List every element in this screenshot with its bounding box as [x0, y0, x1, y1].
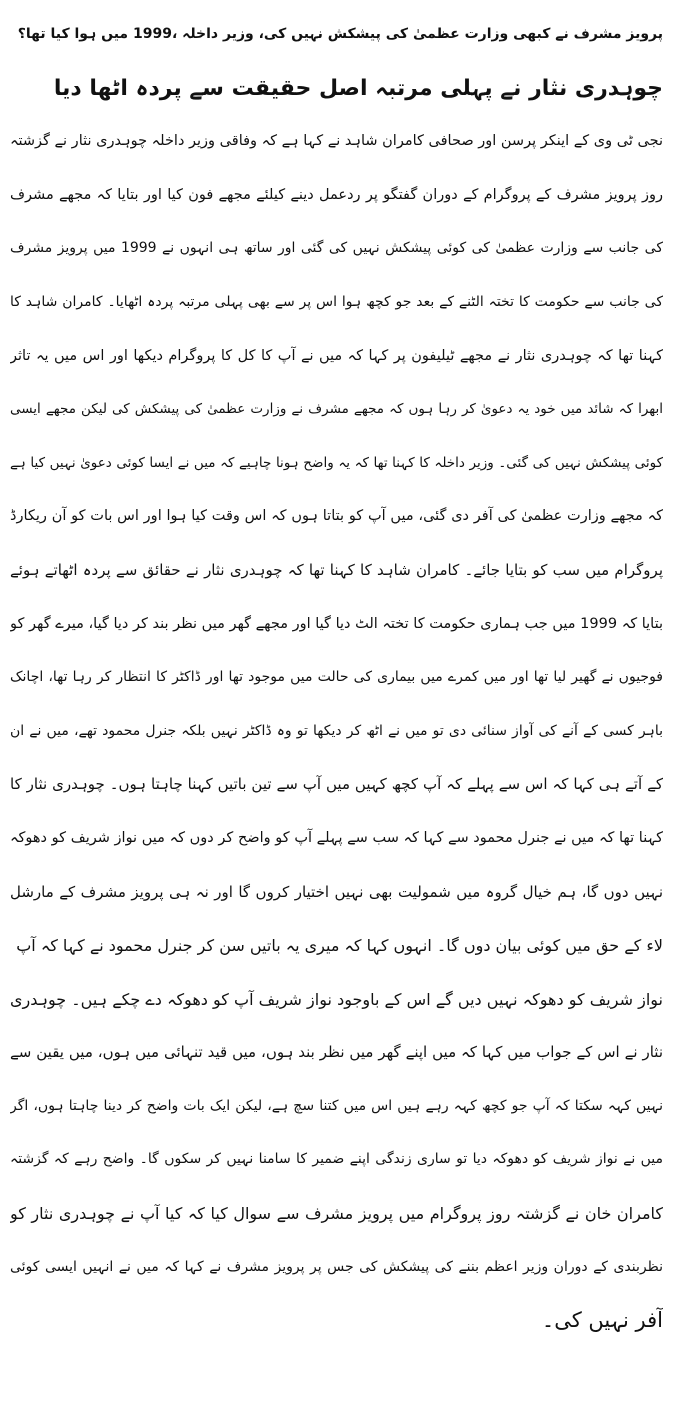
- body-line: میں نے نواز شریف کو دھوکہ دیا تو ساری زندگی اپنے ضمیر کا سامنا نہیں کر سکوں گا۔ واضح رہے کہ گزشتہ: [10, 1151, 663, 1168]
- body-line: باہر کسی کے آنے کی آواز سنائی دی تو میں نے اٹھ کر دیکھا تو وہ ڈاکٹر نہیں بلکہ جنرل محمود تھے، میں نے ان: [10, 722, 663, 739]
- body-line: کہنا تھا کہ میں نے جنرل محمود سے کہا کہ سب سے پہلے آپ کو واضح کر دوں کہ میں نواز شریف کو دھوکہ: [10, 829, 663, 846]
- body-line: آفر نہیں کی۔: [541, 1308, 663, 1333]
- body-line: کہ مجھے وزارت عظمیٰ کی آفر دی گئی، میں آپ کو بتاتا ہوں کہ اس وقت کیا ہوا اور اس بات کو آن ریکارڈ: [10, 508, 663, 525]
- headline-line-1: پرویز مشرف نے کبھی وزارت عظمیٰ کی پیشکش نہیں کی، وزیر داخلہ ،1999 میں ہوا کیا تھا؟: [17, 26, 663, 42]
- body-line: نظربندی کے دوران وزیر اعظم بننے کی پیشکش کی جس پر پرویز مشرف نے کہا کہ میں نے انہیں ایسی کوئی: [10, 1258, 663, 1275]
- headline: [10, 8, 663, 115]
- body-line: روز پرویز مشرف کے پروگرام کے دوران گفتگو پر ردعمل دینے کیلئے مجھے فون کیا اور بتایا کہ مجھے مشرف: [10, 186, 663, 203]
- body-line: کہنا تھا کہ چوہدری نثار نے مجھے ٹیلیفون پر کہا کہ میں نے آپ کا کل کا پروگرام دیکھا اور اس میں یہ تاثر: [10, 347, 663, 364]
- body-line: کوئی پیشکش نہیں کی گئی۔ وزیر داخلہ کا کہنا تھا کہ یہ واضح ہونا چاہیے کہ میں نے ایسا کوئی دعویٰ نہیں کیا ہے: [10, 454, 663, 471]
- body-line: نجی ٹی وی کے اینکر پرسن اور صحافی کامران شاہد نے کہا ہے کہ وفاقی وزیر داخلہ چوہدری نثار نے گزشتہ: [10, 133, 663, 150]
- body-line: نہیں دوں گا، ہم خیال گروہ میں شمولیت بھی نہیں اختیار کروں گا اور نہ ہی پرویز مشرف کے مارشل: [10, 882, 663, 901]
- body-line: نہیں کہہ سکتا کہ آپ جو کچھ کہہ رہے ہیں اس میں کتنا سچ ہے، لیکن ایک بات واضح کر دینا چاہتا ہوں، اگر: [10, 1097, 663, 1114]
- body-line: نواز شریف کو دھوکہ نہیں دیں گے اس کے باوجود نواز شریف آپ کو دھوکہ دے چکے ہیں۔ چوہدری: [10, 989, 663, 1009]
- body-line: بتایا کہ 1999 میں جب ہماری حکومت کا تختہ الٹ دیا گیا اور مجھے گھر میں نظر بند کر دیا گیا، میرے گھر کو: [10, 615, 663, 632]
- body-line: لاء کے حق میں کوئی بیان دوں گا۔ انہوں کہا کہ میری یہ باتیں سن کر جنرل محمود نے کہا کہ آپ: [16, 936, 663, 956]
- article-body: [10, 115, 663, 1348]
- body-line: فوجیوں نے گھیر لیا تھا اور میں کمرے میں بیماری کی حالت میں موجود تھا اور ڈاکٹر کا انتظار کر رہا تھا، اچانک: [10, 669, 663, 686]
- body-line: کی جانب سے وزارت عظمیٰ کی کوئی پیشکش نہیں کی گئی اور ساتھ ہی انہوں نے 1999 میں پرویز مشرف: [10, 240, 663, 257]
- body-line: کامران خان نے گزشتہ روز پروگرام میں پرویز مشرف سے سوال کیا کہ کیا آپ نے چوہدری نثار کو: [10, 1204, 663, 1224]
- body-line: کے آتے ہی کہا کہ اس سے پہلے کہ آپ کچھ کہیں میں آپ سے تین باتیں کہنا چاہتا ہوں۔ چوہدری نثار کا: [10, 775, 663, 794]
- body-line: پروگرام میں سب کو بتایا جائے۔ کامران شاہد کا کہنا تھا کہ چوہدری نثار نے حقائق سے پردہ اٹھاتے ہوئے: [10, 560, 663, 579]
- body-line: ابھرا کہ شائد میں خود یہ دعویٰ کر رہا ہوں کہ مجھے مشرف نے وزارت عظمیٰ کی پیشکش کی لیکن مجھے ایسی: [10, 401, 663, 418]
- body-line: کی جانب سے حکومت کا تختہ الٹنے کے بعد جو کچھ ہوا اس پر سے بھی پہلی مرتبہ پردہ اٹھایا۔ کامران شاہد کا: [10, 293, 663, 310]
- headline-line-2: چوہدری نثار نے پہلی مرتبہ اصل حقیقت سے پردہ اٹھا دیا: [53, 75, 663, 101]
- body-line: نثار نے اس کے جواب میں کہا کہ میں اپنے گھر میں نظر بند ہوں، میں قید تنہائی میں ہوں، میں یقین سے: [10, 1043, 663, 1062]
